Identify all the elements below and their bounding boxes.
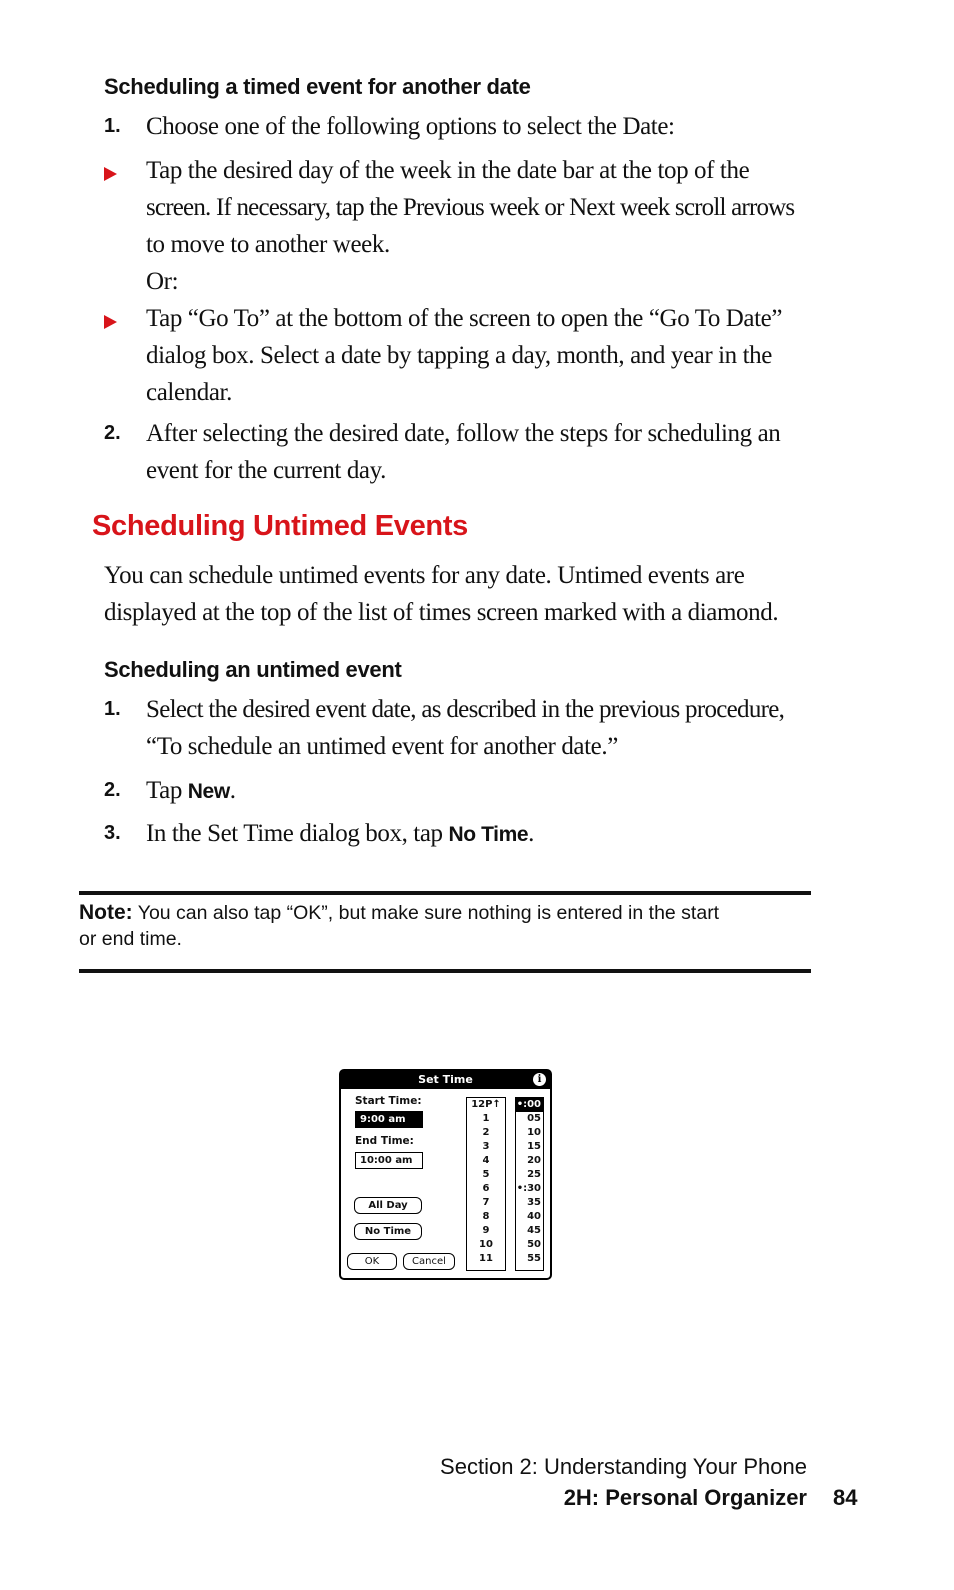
step-line: After selecting the desired date, follow the steps for scheduling an xyxy=(146,420,781,447)
end-time-field[interactable]: 10:00 am xyxy=(355,1152,423,1169)
hour-item[interactable]: 6 xyxy=(482,1183,490,1194)
step-text xyxy=(146,691,826,765)
start-time-label: Start Time: xyxy=(355,1095,422,1107)
cancel-button[interactable]: Cancel xyxy=(403,1253,455,1270)
note-top-rule xyxy=(79,891,811,895)
note-label: Note: xyxy=(79,901,133,924)
minute-item[interactable]: 50 xyxy=(527,1239,541,1250)
footer-chapter: 2H: Personal Organizer xyxy=(563,1485,807,1510)
step-text-pre: Tap xyxy=(146,777,188,804)
step-text xyxy=(146,815,826,853)
footer-section: Section 2: Understanding Your Phone xyxy=(440,1454,807,1479)
note-line: or end time. xyxy=(79,928,182,950)
intro-line: You can schedule untimed events for any date. Untimed events are xyxy=(104,562,745,589)
section-heading: Scheduling Untimed Events xyxy=(92,510,468,542)
hour-list[interactable] xyxy=(466,1097,506,1271)
end-time-label: End Time: xyxy=(355,1135,414,1147)
step-number: 1. xyxy=(104,115,121,137)
minute-item[interactable]: 20 xyxy=(527,1155,541,1166)
intro-line: displayed at the top of the list of times screen marked with a diamond. xyxy=(104,599,779,626)
step-text: Choose one of the following options to select the Date: xyxy=(146,113,675,140)
hour-item[interactable]: 12P↑ xyxy=(471,1099,501,1110)
no-time-button[interactable]: No Time xyxy=(354,1223,422,1240)
hour-item[interactable]: 1 xyxy=(482,1113,490,1124)
step-line: “To schedule an untimed event for another date.” xyxy=(146,733,618,760)
step-text-post: . xyxy=(229,777,236,804)
or-text: Or: xyxy=(146,268,179,295)
dialog-title: Set Time xyxy=(341,1071,550,1089)
hour-item[interactable]: 4 xyxy=(482,1155,490,1166)
minute-item[interactable]: 10 xyxy=(527,1127,541,1138)
bullet-line: screen. If necessary, tap the Previous week or Next week scroll arrows xyxy=(146,194,795,221)
step-text-pre: In the Set Time dialog box, tap xyxy=(146,820,449,847)
minute-item[interactable]: 35 xyxy=(527,1197,541,1208)
bullet-line: Tap the desired day of the week in the date bar at the top of the xyxy=(146,157,750,184)
step-number: 2. xyxy=(104,422,121,444)
step-text xyxy=(146,415,826,489)
note-bottom-rule xyxy=(79,969,811,973)
minute-item[interactable]: 15 xyxy=(527,1141,541,1152)
hour-item[interactable]: 9 xyxy=(482,1225,490,1236)
step-number: 3. xyxy=(104,822,121,844)
minute-list[interactable] xyxy=(515,1097,544,1271)
hour-item[interactable]: 7 xyxy=(482,1197,490,1208)
subheading-untimed-event: Scheduling an untimed event xyxy=(104,657,402,682)
minute-item[interactable]: 40 xyxy=(527,1211,541,1222)
bullet-arrow-icon xyxy=(104,167,117,181)
all-day-button[interactable]: All Day xyxy=(354,1197,422,1214)
start-time-field[interactable]: 9:00 am xyxy=(355,1111,423,1128)
step-line: Select the desired event date, as described in the previous procedure, xyxy=(146,696,785,723)
page-number: 84 xyxy=(833,1485,858,1510)
hour-item[interactable]: 3 xyxy=(482,1141,490,1152)
bullet-text xyxy=(146,152,826,300)
minute-item[interactable]: 45 xyxy=(527,1225,541,1236)
bullet-arrow-icon xyxy=(104,315,117,329)
step-bold-new: New xyxy=(187,780,230,803)
ok-button[interactable]: OK xyxy=(347,1253,397,1270)
hour-item[interactable]: 2 xyxy=(482,1127,490,1138)
note-box xyxy=(79,900,811,952)
minute-item[interactable]: 55 xyxy=(527,1253,541,1264)
intro-paragraph xyxy=(104,557,824,631)
hour-item[interactable]: 10 xyxy=(479,1239,493,1250)
minute-item[interactable]: •:00 xyxy=(516,1099,541,1110)
bullet-text xyxy=(146,300,826,411)
hour-item[interactable]: 11 xyxy=(479,1253,493,1264)
bullet-line: dialog box. Select a date by tapping a day, month, and year in the xyxy=(146,342,772,369)
subheading-timed-event: Scheduling a timed event for another date xyxy=(104,74,531,99)
set-time-dialog xyxy=(339,1069,552,1280)
step-number: 2. xyxy=(104,779,121,801)
minute-item[interactable]: 25 xyxy=(527,1169,541,1180)
hour-item[interactable]: 8 xyxy=(482,1211,490,1222)
bullet-line: to move to another week. xyxy=(146,231,390,258)
bullet-line: calendar. xyxy=(146,379,232,406)
hour-item[interactable]: 5 xyxy=(482,1169,490,1180)
minute-item[interactable]: 05 xyxy=(527,1113,541,1124)
step-text xyxy=(146,772,826,810)
note-line: You can also tap “OK”, but make sure nothing is entered in the start xyxy=(132,902,720,924)
step-line: event for the current day. xyxy=(146,457,386,484)
minute-item[interactable]: •:30 xyxy=(516,1183,541,1194)
step-bold-no-time: No Time xyxy=(448,823,529,846)
step-number: 1. xyxy=(104,698,121,720)
bullet-line: Tap “Go To” at the bottom of the screen to open the “Go To Date” xyxy=(146,305,783,332)
info-icon[interactable]: i xyxy=(533,1073,546,1086)
step-text-post: . xyxy=(528,820,535,847)
